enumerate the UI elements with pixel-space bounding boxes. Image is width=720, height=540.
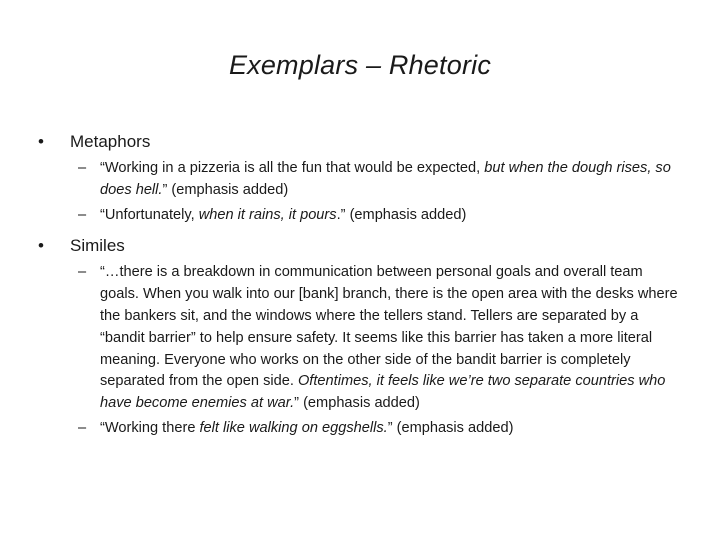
bullet-dot-icon: •	[38, 132, 44, 151]
dash-icon: –	[78, 264, 87, 281]
sub-bullet	[0, 205, 720, 227]
dash-icon: –	[78, 419, 87, 436]
dash-icon: –	[78, 206, 87, 223]
quote-text: “…there is a breakdown in communication between personal goals and overall team goals. When you walk into our [bank] branch, there is the open area with the desks where the bankers sit, and the windows where the tellers stand. Tellers are separated by a “bandit barrier” to help ensure safety. It seems like this barrier has taken a more literal meaning. Everyone who works on the other side of the bandit barrier is completely separated from the open side. Oftentimes, it feels like we’re two separate countries who have become enemies at war.” (emphasis added)	[100, 264, 678, 412]
bullet-similes	[0, 234, 720, 258]
sub-bullet	[0, 158, 720, 202]
bullet-label: Similes	[70, 236, 125, 256]
slide-content	[0, 130, 720, 448]
sub-bullet	[0, 418, 720, 440]
similes-examples	[0, 262, 720, 439]
slide-title: Exemplars – Rhetoric	[228, 50, 492, 80]
bullet-label: Metaphors	[70, 132, 151, 151]
bullet-metaphors	[0, 130, 720, 154]
quote-text: “Working there felt like walking on eggshells.” (emphasis added)	[100, 419, 514, 436]
quote-text: “Working in a pizzeria is all the fun that would be expected, but when the dough rises, so does hell.” (emphasis added)	[100, 160, 671, 198]
quote-text: “Unfortunately, when it rains, it pours.” (emphasis added)	[100, 206, 467, 223]
bullet-dot-icon: •	[38, 236, 44, 256]
sub-bullet	[0, 262, 720, 415]
metaphors-examples	[0, 158, 720, 226]
dash-icon: –	[78, 160, 87, 176]
